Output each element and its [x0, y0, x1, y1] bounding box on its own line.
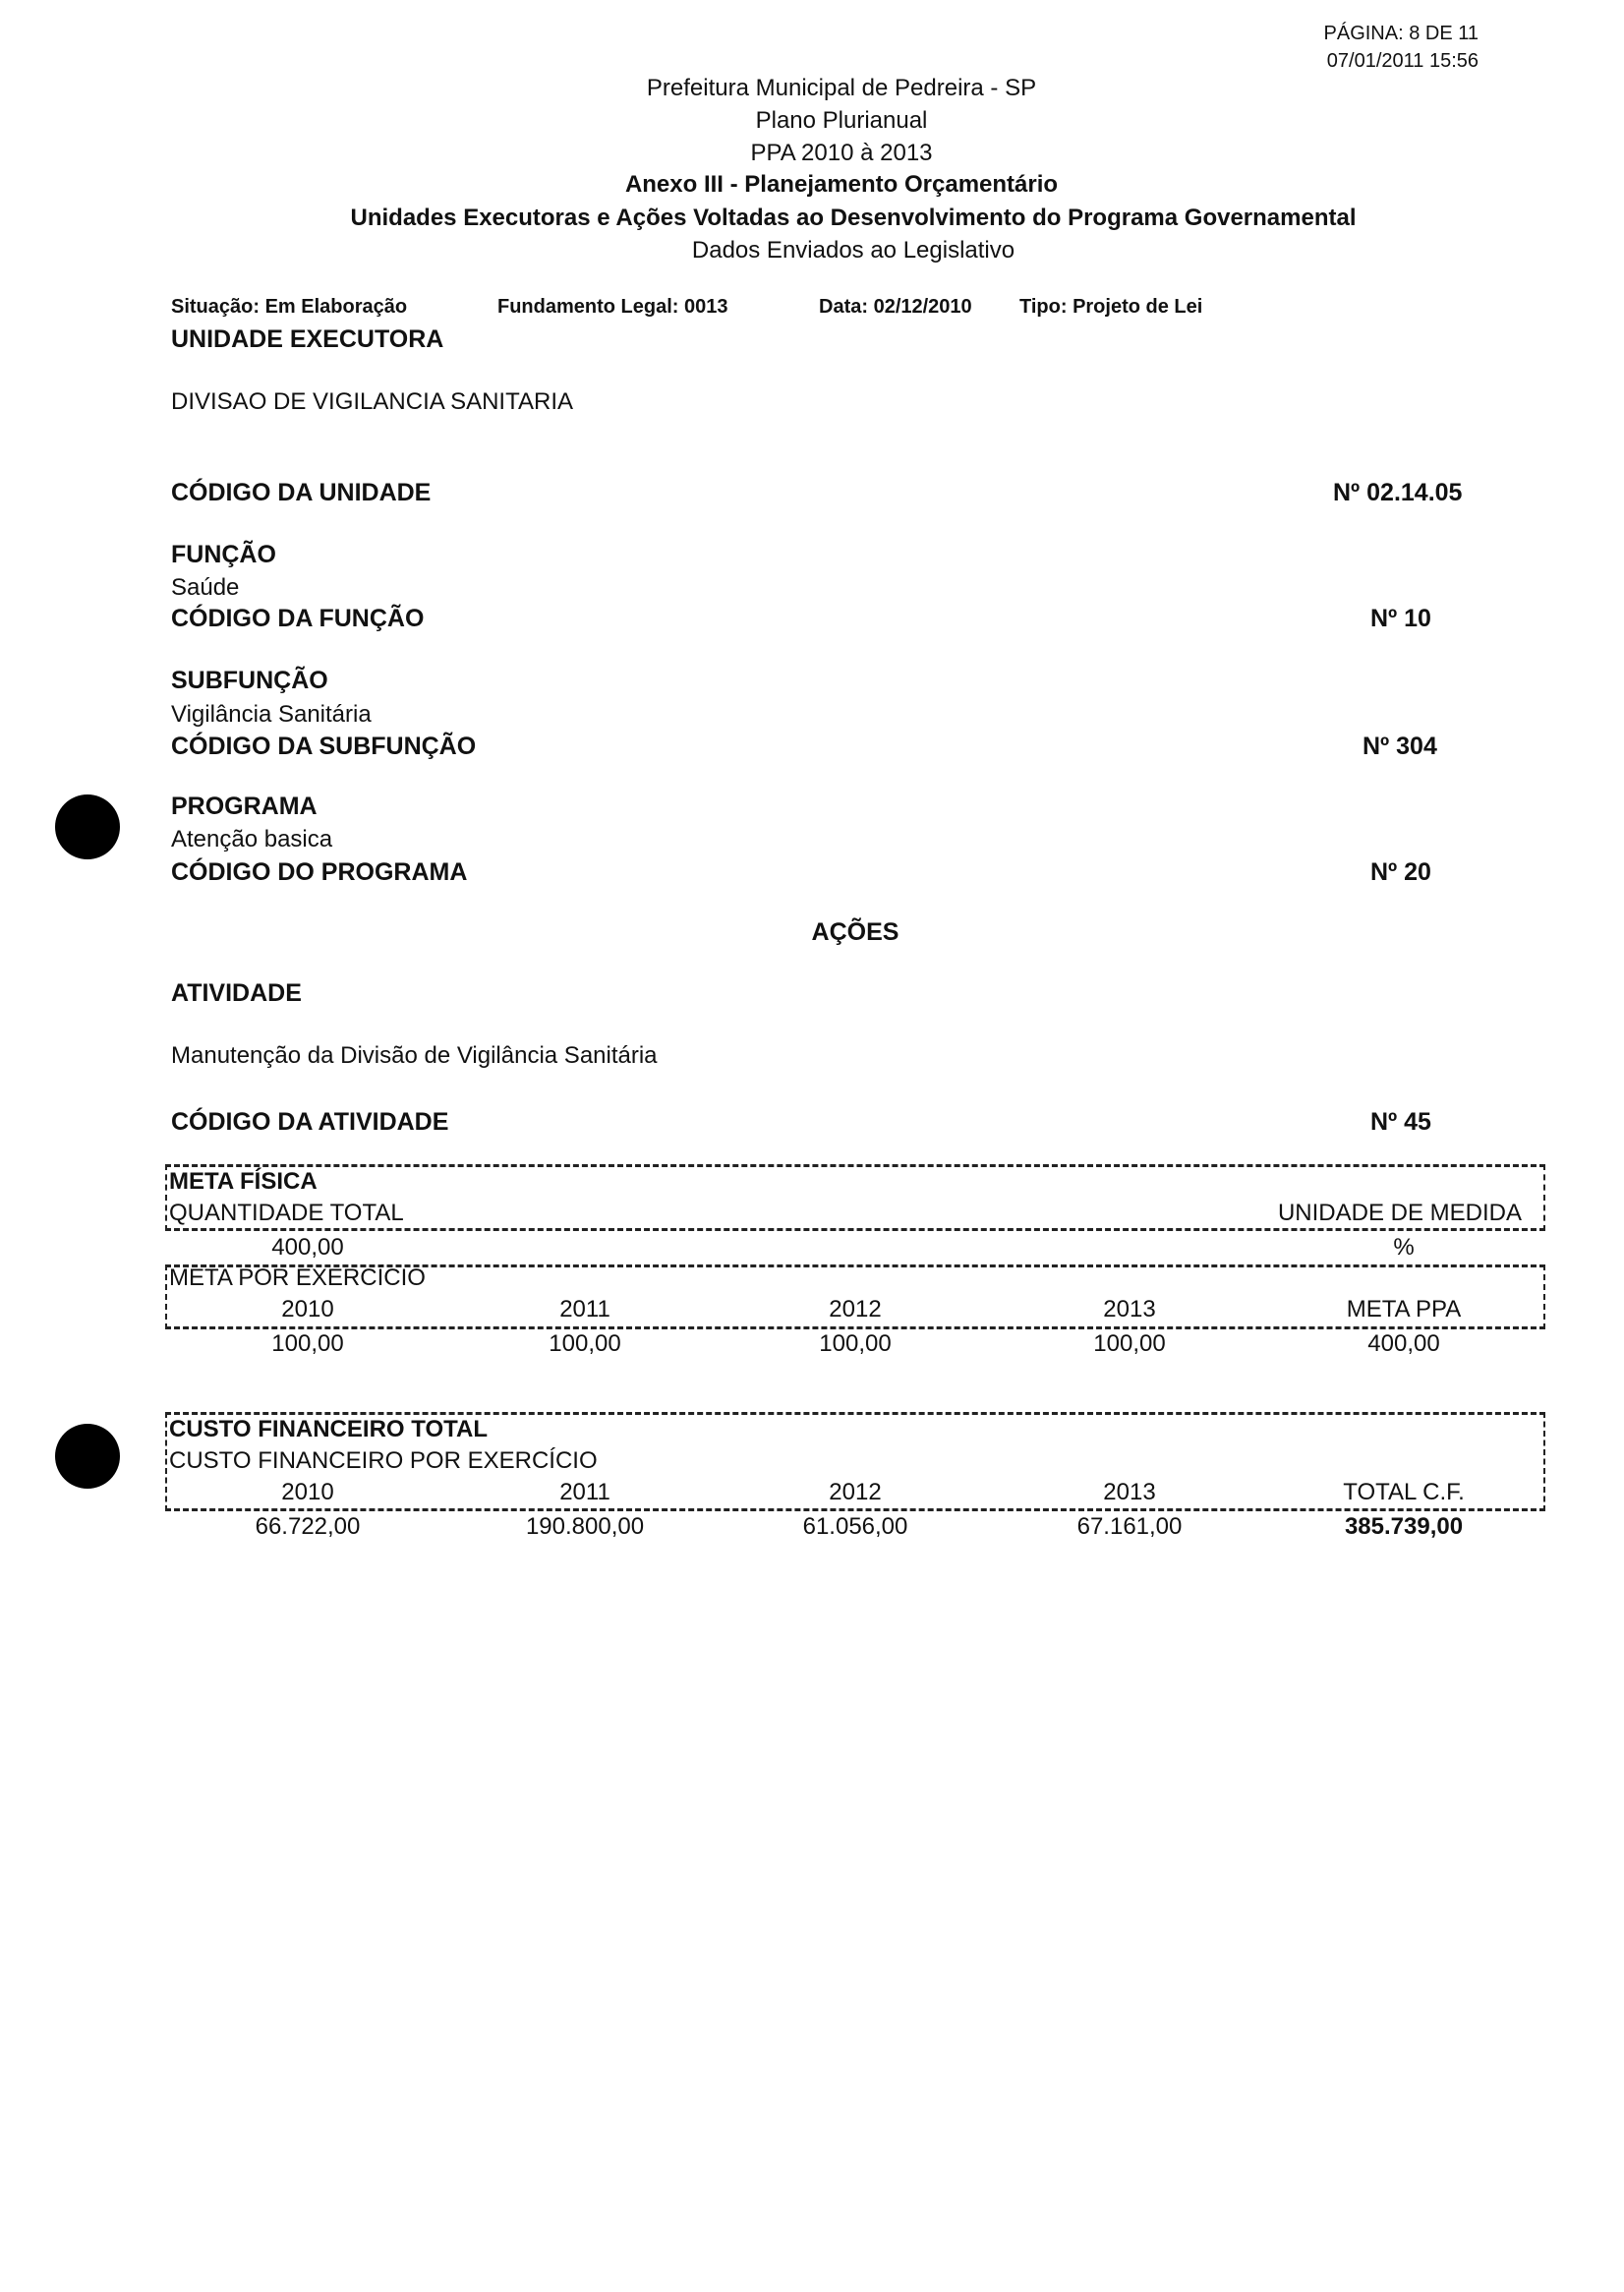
subfuncao-code: Nº 304 — [1363, 733, 1437, 760]
unidade-code-label: CÓDIGO DA UNIDADE — [171, 479, 432, 506]
atividade-code-label: CÓDIGO DA ATIVIDADE — [171, 1108, 449, 1136]
meta-value-2012: 100,00 — [819, 1330, 892, 1357]
title-line-6: Dados Enviados ao Legislativo — [691, 237, 1015, 264]
programa-code-label: CÓDIGO DO PROGRAMA — [171, 858, 468, 886]
print-datetime: 07/01/2011 15:56 — [1326, 50, 1479, 72]
page-number: PÁGINA: 8 DE 11 — [1323, 23, 1479, 44]
subfuncao-heading: SUBFUNÇÃO — [171, 667, 328, 694]
atividade-heading: ATIVIDADE — [171, 979, 302, 1007]
meta-fisica-heading: META FÍSICA — [169, 1168, 318, 1195]
subfuncao-code-label: CÓDIGO DA SUBFUNÇÃO — [171, 733, 477, 760]
meta-col-2013: 2013 — [1103, 1296, 1156, 1322]
tipo: Tipo: Projeto de Lei — [1019, 296, 1203, 318]
subfuncao-name: Vigilância Sanitária — [171, 701, 372, 728]
custo-exercicio-label: CUSTO FINANCEIRO POR EXERCÍCIO — [169, 1447, 598, 1474]
custo-value-2011: 190.800,00 — [525, 1513, 645, 1540]
meta-col-2011: 2011 — [559, 1296, 610, 1322]
unidade-medida-value: % — [1393, 1234, 1415, 1261]
unidade-heading: UNIDADE EXECUTORA — [171, 325, 444, 353]
custo-col-2010: 2010 — [281, 1479, 334, 1505]
custo-value-2012: 61.056,00 — [802, 1513, 908, 1540]
quantidade-total-value: 400,00 — [271, 1234, 344, 1261]
meta-col-2010: 2010 — [281, 1296, 334, 1322]
meta-value-2013: 100,00 — [1093, 1330, 1166, 1357]
custo-col-2013: 2013 — [1103, 1479, 1156, 1505]
title-line-1: Prefeitura Municipal de Pedreira - SP — [646, 75, 1037, 101]
custo-col-2011: 2011 — [559, 1479, 610, 1505]
unidade-medida-label: UNIDADE DE MEDIDA — [1277, 1200, 1522, 1226]
funcao-code-label: CÓDIGO DA FUNÇÃO — [171, 605, 425, 632]
unidade-name: DIVISAO DE VIGILANCIA SANITARIA — [171, 388, 573, 415]
programa-code: Nº 20 — [1370, 858, 1431, 886]
funcao-name: Saúde — [171, 574, 240, 601]
title-line-5: Unidades Executoras e Ações Voltadas ao Desenvolvimento do Programa Governamental — [350, 205, 1357, 231]
programa-heading: PROGRAMA — [171, 793, 318, 820]
meta-col-2012: 2012 — [829, 1296, 882, 1322]
acoes-heading: AÇÕES — [811, 918, 899, 946]
meta-value-2010: 100,00 — [271, 1330, 344, 1357]
data: Data: 02/12/2010 — [819, 296, 972, 318]
custo-value-2010: 66.722,00 — [255, 1513, 361, 1540]
custo-col-2012: 2012 — [829, 1479, 882, 1505]
meta-exercicio-label: META POR EXERCÍCIO — [169, 1264, 426, 1291]
meta-value-2011: 100,00 — [549, 1330, 621, 1357]
fundamento-legal: Fundamento Legal: 0013 — [497, 296, 728, 318]
custo-value-total: 385.739,00 — [1344, 1513, 1464, 1540]
atividade-name: Manutenção da Divisão de Vigilância Sanitária — [171, 1042, 658, 1069]
custo-heading: CUSTO FINANCEIRO TOTAL — [169, 1416, 488, 1442]
punch-hole-bottom — [55, 1424, 120, 1489]
custo-col-total: TOTAL C.F. — [1343, 1479, 1465, 1505]
title-line-4: Anexo III - Planejamento Orçamentário — [624, 171, 1059, 198]
quantidade-total-label: QUANTIDADE TOTAL — [169, 1200, 404, 1226]
atividade-code: Nº 45 — [1370, 1108, 1431, 1136]
title-line-3: PPA 2010 à 2013 — [750, 140, 933, 166]
title-line-2: Plano Plurianual — [755, 107, 928, 134]
funcao-heading: FUNÇÃO — [171, 541, 276, 568]
situacao: Situação: Em Elaboração — [171, 296, 408, 318]
unidade-code: Nº 02.14.05 — [1333, 479, 1463, 506]
custo-value-2013: 67.161,00 — [1076, 1513, 1183, 1540]
punch-hole-top — [55, 794, 120, 859]
programa-name: Atenção basica — [171, 826, 333, 852]
funcao-code: Nº 10 — [1370, 605, 1431, 632]
meta-col-ppa: META PPA — [1346, 1296, 1462, 1322]
meta-value-ppa: 400,00 — [1367, 1330, 1440, 1357]
